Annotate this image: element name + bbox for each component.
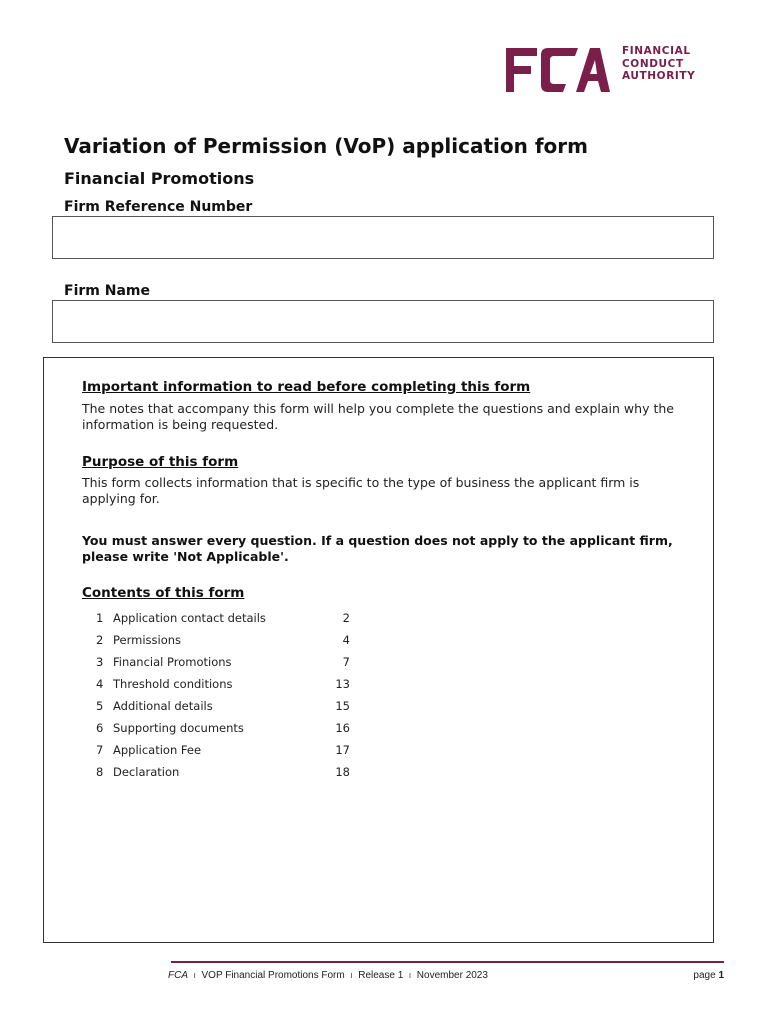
footer-release: Release 1 <box>358 970 404 981</box>
contents-item-number: 1 <box>96 611 104 625</box>
footer-separator: I <box>193 973 196 980</box>
footer-fca: FCA <box>168 970 188 981</box>
contents-item-page: 16 <box>335 721 350 735</box>
important-info-heading: Important information to read before completing this form <box>82 379 531 395</box>
fca-logo <box>506 40 706 94</box>
footer-page-label: page <box>693 970 716 981</box>
contents-item[interactable] <box>82 630 362 652</box>
contents-item-label: Declaration <box>113 765 180 779</box>
contents-item[interactable] <box>82 608 362 630</box>
page-title: Variation of Permission (VoP) application form <box>64 134 588 158</box>
contents-item-number: 3 <box>96 655 104 669</box>
contents-item-number: 2 <box>96 633 104 647</box>
contents-item-page: 15 <box>335 699 350 713</box>
fca-logo-mark <box>506 40 612 94</box>
contents-item-number: 6 <box>96 721 104 735</box>
contents-item-number: 5 <box>96 699 104 713</box>
logo-line-conduct: CONDUCT <box>622 57 684 70</box>
contents-item-number: 7 <box>96 743 104 757</box>
logo-line-authority: AUTHORITY <box>622 70 696 82</box>
contents-item-page: 13 <box>335 677 350 691</box>
contents-item[interactable] <box>82 762 362 784</box>
contents-item[interactable] <box>82 718 362 740</box>
contents-item[interactable] <box>82 696 362 718</box>
contents-item-label: Supporting documents <box>113 721 244 735</box>
information-panel <box>43 357 714 943</box>
footer-separator: I <box>409 973 411 980</box>
contents-item-number: 8 <box>96 765 104 779</box>
contents-item-label: Financial Promotions <box>113 655 232 669</box>
footer-page-value: 1 <box>718 970 724 981</box>
footer-date: November 2023 <box>416 970 488 981</box>
fca-logo-wordmark <box>622 45 695 83</box>
important-info-text: The notes that accompany this form will help you complete the questions and explain why the information is being requested. <box>82 401 674 432</box>
contents-item[interactable] <box>82 674 362 696</box>
firm-reference-number-label: Firm Reference Number <box>64 199 253 215</box>
contents-item-label: Permissions <box>113 633 182 647</box>
contents-heading: Contents of this form <box>82 585 245 601</box>
page-subtitle: Financial Promotions <box>64 169 255 188</box>
footer-page-number <box>693 970 724 981</box>
must-answer-notice: You must answer every question. If a question does not apply to the applicant firm, please write 'Not Applicable'. <box>82 533 673 564</box>
purpose-text: This form collects information that is specific to the type of business the applicant firm is applying for. <box>82 475 640 506</box>
purpose-heading: Purpose of this form <box>82 454 239 470</box>
footer-divider <box>171 961 724 963</box>
contents-item-page: 4 <box>342 633 350 647</box>
contents-item-label: Threshold conditions <box>113 677 233 691</box>
contents-item[interactable] <box>82 652 362 674</box>
contents-item-label: Additional details <box>113 699 213 713</box>
firm-reference-number-field[interactable] <box>52 216 714 259</box>
contents-item[interactable] <box>82 740 362 762</box>
firm-name-label: Firm Name <box>64 283 150 299</box>
footer-separator: I <box>350 973 353 980</box>
footer-form-name: VOP Financial Promotions Form <box>201 970 345 981</box>
logo-line-financial: FINANCIAL <box>622 45 691 57</box>
contents-item-page: 17 <box>335 743 350 757</box>
contents-list <box>82 608 362 784</box>
contents-item-label: Application Fee <box>113 743 202 757</box>
contents-item-number: 4 <box>96 677 104 691</box>
contents-item-page: 2 <box>342 611 350 625</box>
firm-name-field[interactable] <box>52 300 714 343</box>
contents-item-label: Application contact details <box>113 611 266 625</box>
footer-text <box>168 970 488 981</box>
contents-item-page: 7 <box>342 655 350 669</box>
contents-item-page: 18 <box>335 765 350 779</box>
